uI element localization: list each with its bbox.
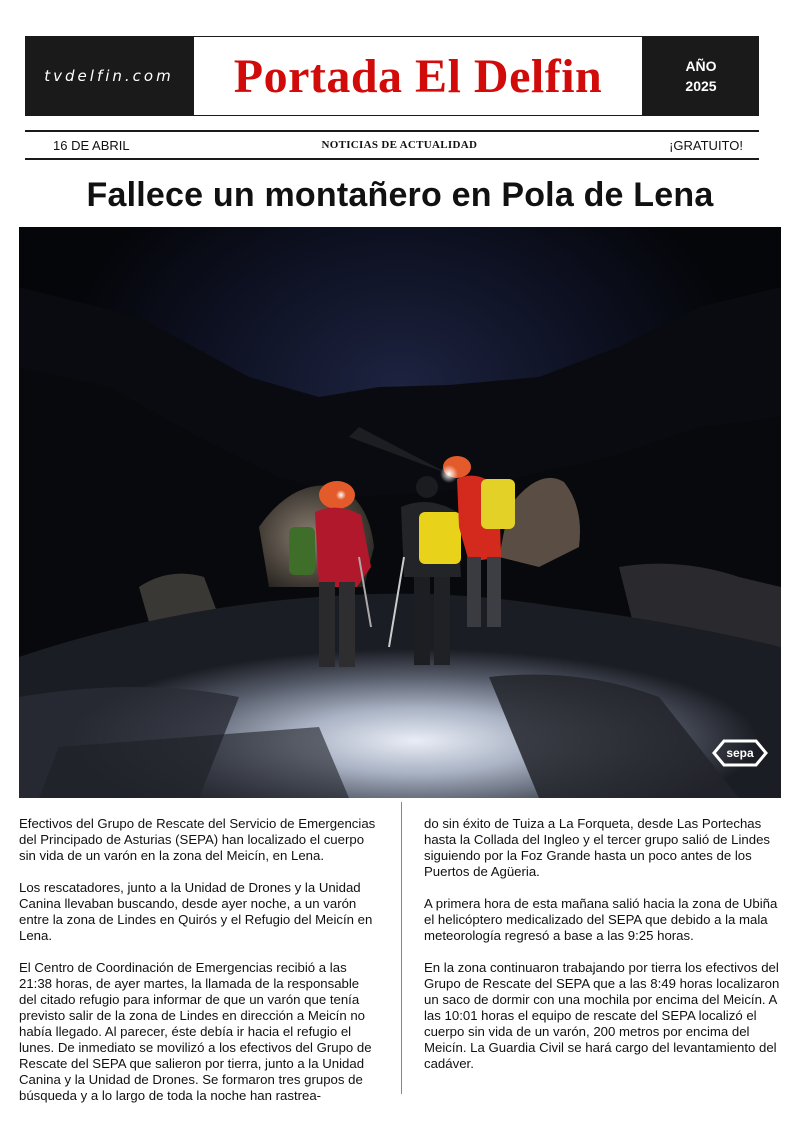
paragraph: Los rescatadores, junto a la Unidad de Drones y la Unidad Canina llevaban buscando, desde ayer noche, a un varón entre la zona de Lindes en Quirós y el Refugio del Meicín en Lena. — [19, 880, 373, 943]
site-name[interactable]: tvdelfin.com — [25, 36, 193, 116]
paragraph: En la zona continuaron trabajando por tierra los efectivos del Grupo de Rescate del SEPA que a las 8:49 horas localizaron un saco de dormir con una mochila por encima del Meicín. A las 10:01 horas el equipo de rescate del SEPA localizó el cuerpo sin vida de un varón, 200 metros por encima del Meicín. La Guardia Civil se hará cargo del levantamiento del cadáver. — [424, 960, 780, 1071]
headline: Fallece un montañero en Pola de Lena — [86, 176, 714, 214]
masthead — [25, 36, 759, 116]
year-value: 2025 — [685, 78, 717, 94]
masthead-title-box — [193, 36, 643, 116]
issue-info-bar — [25, 130, 759, 160]
rescue-photo-illustration — [19, 227, 781, 798]
price-label: ¡GRATUITO! — [669, 137, 743, 153]
issue-date: 16 DE ABRIL — [53, 137, 130, 153]
paragraph: Efectivos del Grupo de Rescate del Servicio de Emergencias del Principado de Asturias (SEPA) han localizado el cuerpo sin vida de un varón en la zona del Meicín, en Lena. — [19, 816, 376, 863]
paragraph: El Centro de Coordinación de Emergencias recibió a las 21:38 horas, de ayer martes, la llamada de la responsable del citado refugio para informar de que un varón que tenía previsto salir de la zona de Lindes en dirección a Meicín no había llegado. Al parecer, éste debía ir hacia el refugio el lunes. De inmediato se movilizó a los efectivos del Grupo de Rescate del SEPA que salieron por tierra, junto a la Unidad Canina y la Unidad de Drones. Se formaron tres grupos de búsqueda y a lo largo de toda la noche han rastrea- — [19, 960, 372, 1103]
sepa-logo-text: sepa — [726, 746, 754, 760]
column-divider — [401, 802, 402, 1094]
article-column-right — [424, 816, 780, 1088]
year-box — [643, 36, 759, 116]
rescue-photo — [19, 227, 781, 798]
section-label: NOTICIAS DE ACTUALIDAD — [321, 139, 478, 151]
paragraph: do sin éxito de Tuiza a La Forqueta, desde Las Portechas hasta la Collada del Ingleo y el tercer grupo salió de Lindes siguiendo por la Foz Grande hasta un poco antes de los Puertos de Agüeria. — [424, 816, 771, 879]
paragraph: A primera hora de esta mañana salió hacia la zona de Ubiña el helicóptero medicalizado del SEPA que debido a la mala meteorología regresó a base a las 9:25 horas. — [424, 896, 778, 943]
newspaper-title: Portada El Delfin — [233, 49, 603, 103]
year-label: AÑO — [685, 58, 717, 74]
article-column-left — [19, 816, 377, 1120]
